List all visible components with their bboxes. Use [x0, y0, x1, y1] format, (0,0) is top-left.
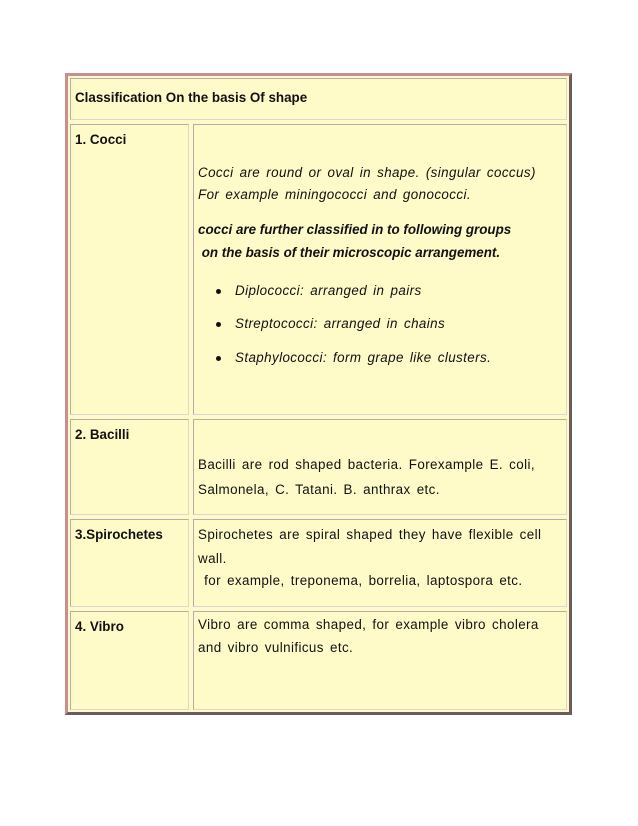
row-bacilli-name: 2. Bacilli: [75, 427, 130, 442]
spirochetes-desc-line2: wall.: [198, 551, 227, 566]
row-spirochetes-name: 3.Spirochetes: [75, 527, 163, 542]
spirochetes-desc-line1: Spirochetes are spiral shaped they have flexible cell: [198, 527, 542, 542]
list-item: Staphylococci: form grape like clusters.: [235, 350, 492, 365]
bacilli-desc-line2: Salmonela, C. Tatani. B. anthrax etc.: [198, 482, 440, 497]
spirochetes-desc-line3: for example, treponema, borrelia, laptospora etc.: [198, 573, 523, 588]
row-spirochetes-name-cell: [70, 519, 189, 607]
cocci-group-line1: cocci are further classified in to following groups: [198, 222, 512, 237]
cocci-group-line2: on the basis of their microscopic arrangement.: [198, 245, 501, 260]
row-cocci-name: 1. Cocci: [75, 132, 127, 147]
vibro-desc-line1: Vibro are comma shaped, for example vibro cholera: [198, 617, 539, 632]
row-bacilli-desc-cell: [193, 419, 567, 515]
row-vibro-name-cell: [70, 611, 189, 710]
row-vibro-desc-cell: [193, 611, 567, 710]
cocci-desc-line2: For example miningococci and gonococci.: [198, 187, 471, 202]
cocci-desc-line1: Cocci are round or oval in shape. (singular coccus): [198, 165, 536, 180]
vibro-desc-line2: and vibro vulnificus etc.: [198, 640, 354, 655]
bacilli-desc-line1: Bacilli are rod shaped bacteria. Forexample E. coli,: [198, 457, 535, 472]
bullet-dot: [216, 322, 221, 327]
row-spirochetes-desc-cell: [193, 519, 567, 607]
bullet-dot: [216, 289, 221, 294]
row-vibro-name: 4. Vibro: [75, 619, 124, 634]
table-header-title: Classification On the basis Of shape: [75, 90, 308, 105]
bullet-dot: [216, 356, 221, 361]
list-item: Diplococci: arranged in pairs: [235, 283, 422, 298]
table-header-cell: [70, 78, 567, 120]
row-cocci-name-cell: [70, 124, 189, 415]
row-bacilli-name-cell: [70, 419, 189, 515]
row-cocci-desc-cell: [193, 124, 567, 415]
list-item: Streptococci: arranged in chains: [235, 316, 446, 331]
